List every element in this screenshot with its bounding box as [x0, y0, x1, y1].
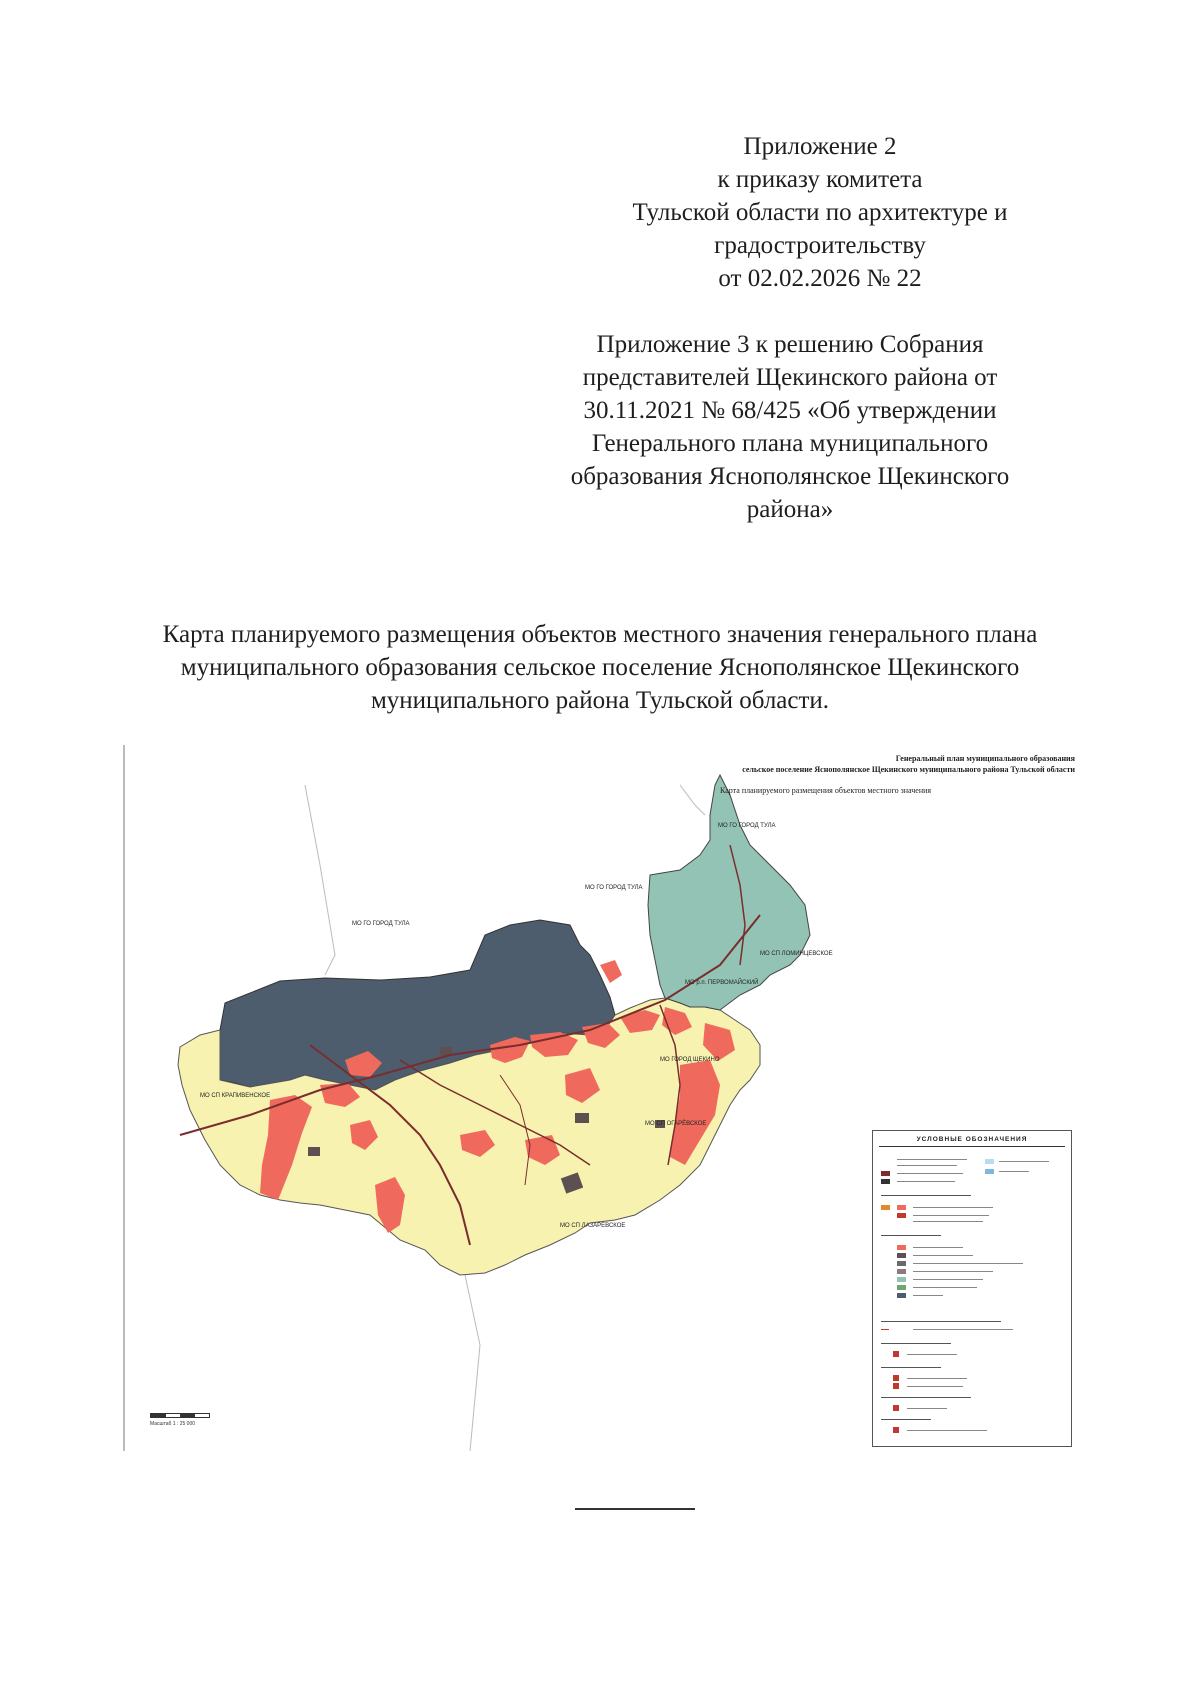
legend-section-line: [881, 1367, 941, 1368]
legend-swatch-zone: [897, 1261, 906, 1266]
legend-swatch-point: [893, 1405, 899, 1411]
legend-text-line: [913, 1221, 983, 1222]
border-line: [305, 785, 335, 975]
map-legend: [872, 1130, 1072, 1447]
legend-heading: УСЛОВНЫЕ ОБОЗНАЧЕНИЯ: [916, 1136, 1028, 1143]
legend-section-line: [881, 1343, 951, 1344]
legend-text-line: [913, 1279, 983, 1280]
legend-text-line: [913, 1215, 989, 1216]
legend-swatch-point: [893, 1427, 899, 1433]
legend-swatch-point: [893, 1375, 899, 1381]
neighbor-label-ogaryovskoe: МО СП ОГАРЁВСКОЕ: [645, 1121, 707, 1127]
legend-swatch-transport-2: [897, 1205, 906, 1210]
neighbor-label-lomintsevskoe: МО СП ЛОМИНЦЕВСКОЕ: [760, 951, 833, 957]
legend-swatch-zone: [897, 1269, 906, 1274]
legend-section-line: [881, 1321, 1001, 1322]
legend-text-line: [913, 1295, 943, 1296]
legend-text-line: [897, 1173, 963, 1174]
legend-section-line: [881, 1419, 931, 1420]
legend-text-line: [913, 1247, 963, 1248]
legend-section-line: [881, 1397, 971, 1398]
legend-text-line: [913, 1271, 993, 1272]
legend-text-line: [913, 1287, 977, 1288]
appendix-order-line-2: к приказу комитета: [717, 166, 923, 193]
legend-text-line: [913, 1263, 1023, 1264]
legend-swatch-boundary: [881, 1179, 890, 1184]
legend-swatch-zone: [897, 1293, 906, 1298]
appendix-order-line-3: Тульской области по архитектуре и: [632, 199, 1008, 226]
appendix-order-block: [600, 130, 1040, 295]
legend-section-line: [881, 1235, 941, 1236]
neighbor-label-tula-ne: МО ГО ГОРОД ТУЛА: [718, 823, 776, 829]
planning-map: [120, 745, 1080, 1451]
residential-zone: [600, 960, 622, 983]
neighbor-label-pervomaysky: МО р.п. ПЕРВОМАЙСКИЙ: [685, 980, 759, 986]
map-subtitle: Карта планируемого размещения объектов местного значения: [720, 786, 932, 795]
legend-swatch-transport: [881, 1205, 890, 1210]
legend-text-line: [897, 1159, 967, 1160]
legend-text-line: [913, 1207, 993, 1208]
legend-swatch-industrial: [897, 1253, 906, 1258]
legend-swatch-road: [881, 1171, 890, 1176]
legend-text-line: [999, 1171, 1029, 1172]
legend-text-line: [907, 1408, 947, 1409]
border-line: [680, 785, 705, 815]
legend-swatch-point: [893, 1383, 899, 1389]
neighbor-label-krapivenskoe: МО СП КРАПИВЕНСКОЕ: [200, 1093, 271, 1099]
industrial-zone: [575, 1113, 589, 1123]
document-title: Карта планируемого размещения объектов местного значения генерального плана муниципального образования сельское поселение Яснополянское Щекинского муниципального района Тульской области.: [162, 621, 1038, 714]
legend-text-line: [999, 1161, 1049, 1162]
legend-swatch-line: [881, 1329, 889, 1330]
scale-text: Масштаб 1 : 25 000: [150, 1421, 196, 1427]
map-title: [620, 753, 1075, 775]
legend-swatch-water-2: [985, 1169, 994, 1174]
legend-text-line: [907, 1386, 963, 1387]
appendix-order-line-5: от 02.02.2026 № 22: [718, 265, 922, 292]
neighbor-label-shchekino: МО ГОРОД ЩЕКИНО: [660, 1057, 720, 1063]
appendix-decision-block: Приложение 3 к решению Собрания представителей Щекинского района от 30.11.2021 № 68/425 «Об утверждении Генерального плана муниципального образования Яснополянское Щекинского района»: [570, 331, 1010, 523]
legend-text-line: [913, 1255, 973, 1256]
legend-text-line: [897, 1165, 957, 1166]
legend-text-line: [913, 1329, 1013, 1330]
neighbor-label-lazarevskoe: МО СП ЛАЗАРЕВСКОЕ: [560, 1223, 626, 1229]
legend-swatch-point: [893, 1351, 899, 1357]
legend-swatch-water: [985, 1159, 994, 1164]
legend-text-line: [907, 1378, 967, 1379]
neighbor-label-tula-west: МО ГО ГОРОД ТУЛА: [352, 921, 410, 927]
end-separator-line: [575, 1508, 695, 1510]
industrial-zone: [308, 1147, 320, 1156]
legend-text-line: [907, 1354, 957, 1355]
appendix-order-line-1: Приложение 2: [743, 133, 897, 160]
legend-swatch-zone: [897, 1277, 906, 1282]
legend-text-line: [907, 1430, 987, 1431]
map-scale: [150, 1413, 210, 1427]
map-title-line-1: Генеральный план муниципального образования: [895, 754, 1075, 763]
legend-swatch-transport-3: [897, 1213, 906, 1218]
map-title-line-2: сельское поселение Яснополянское Щекинского муниципального района Тульской области: [742, 765, 1075, 774]
appendix-order-line-4: градостроительству: [714, 232, 926, 259]
legend-swatch-residential: [897, 1245, 906, 1250]
legend-text-line: [897, 1181, 955, 1182]
legend-divider: [879, 1146, 1065, 1147]
legend-swatch-zone: [897, 1285, 906, 1290]
legend-section-line: [881, 1195, 971, 1196]
tula-district-ne: [648, 775, 810, 1010]
scale-bar: [150, 1413, 210, 1418]
neighbor-label-tula-mid: МО ГО ГОРОД ТУЛА: [585, 885, 643, 891]
